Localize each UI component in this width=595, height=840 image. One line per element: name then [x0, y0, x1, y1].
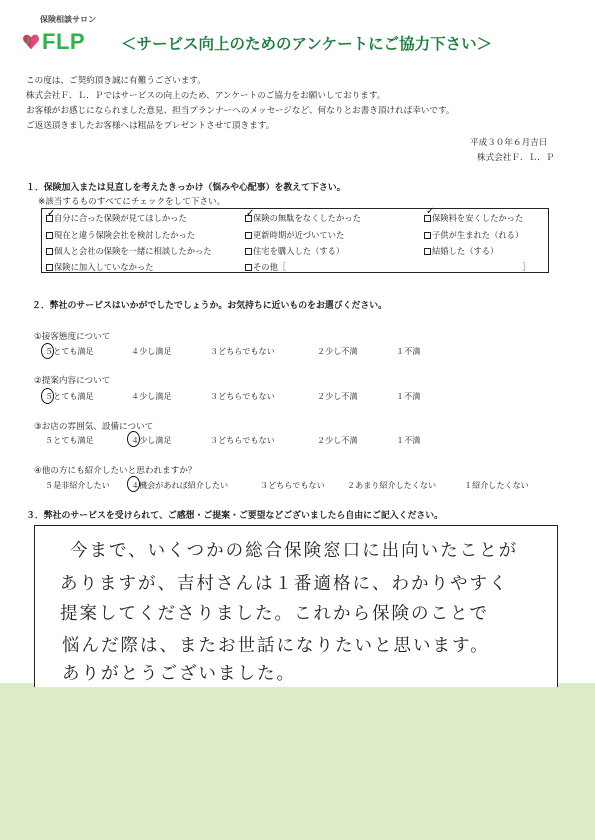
question-3-title: ３．弊社のサービスを受けられて、ご感想・ご提案・ご要望などございましたら自由にご記入ください。 [26, 511, 443, 521]
section-label: ①接客態度について [34, 332, 111, 342]
rating-option[interactable]: ５とても満足 [45, 435, 94, 445]
section-label: ③お店の雰囲気、設備について [34, 422, 154, 432]
checkbox-option-other[interactable]: その他［ [245, 261, 286, 273]
rating-option[interactable]: ３どちらでもない [210, 435, 275, 445]
checkbox[interactable] [424, 248, 431, 255]
checkbox-option[interactable]: 住宅を購入した（する） [245, 245, 344, 257]
question-1-title: １．保険加入または見直しを考えたきっかけ（悩みや心配事）を教えて下さい。 [26, 183, 346, 193]
handwritten-comment-line: ありがとうございました。 [62, 664, 296, 684]
selected-circle [127, 476, 140, 492]
company-name: 株式会社Ｆ．Ｌ．Ｐ [477, 153, 555, 163]
checkbox-option[interactable]: 更新時期が近づいていた [245, 229, 344, 241]
rating-option[interactable]: １紹介したくない [464, 480, 529, 490]
handwritten-comment-line: ありますが、吉村さんは１番適格に、わかりやすく [60, 574, 509, 594]
checkbox[interactable] [424, 232, 431, 239]
heart-logo-icon [22, 33, 40, 51]
intro-line: この度は、ご契約頂き誠に有難うございます。 [26, 76, 206, 86]
checkbox-option[interactable]: 現在と違う保険会社を検討したかった [46, 229, 195, 241]
rating-option[interactable]: ４少し満足 [131, 391, 172, 401]
rating-option[interactable]: ２少し不満 [317, 435, 358, 445]
checkbox[interactable] [46, 264, 53, 271]
section-label: ④他の方にも紹介したいと思われますか？ [34, 466, 197, 476]
handwritten-comment-line: 提案してくださりました。これから保険のことで [60, 604, 489, 624]
logo-text: FLP [42, 29, 86, 54]
rating-option[interactable]: ３どちらでもない [210, 391, 275, 401]
handwritten-comment-line: 悩んだ際は、またお世話になりたいと思います。 [62, 636, 490, 656]
selected-circle [41, 343, 54, 359]
checkbox-option[interactable]: 自分に合った保険が見てほしかった [46, 212, 187, 224]
rating-option[interactable]: ４機会があれば紹介したい [131, 480, 229, 490]
rating-option[interactable]: ２あまり紹介したくない [347, 480, 437, 490]
rating-option[interactable]: １不満 [396, 346, 421, 356]
page-title: ＜サービス向上のためのアンケートにご協力下さい＞ [121, 35, 493, 53]
section-label: ②提案内容について [34, 376, 111, 386]
intro-line: お客様がお感じになられました意見、担当プランナーへのメッセージなど、何なりとお書き頂ければ幸いです。 [26, 106, 455, 116]
checkbox[interactable] [245, 248, 252, 255]
rating-option[interactable]: ４少し満足 [131, 346, 172, 356]
rating-option[interactable]: １不満 [396, 391, 421, 401]
checkbox[interactable] [245, 264, 252, 271]
check-mark-icon: ✓ [246, 208, 255, 219]
logo-subtitle: 保険相談サロン [40, 15, 96, 24]
checkbox-option[interactable]: 子供が生まれた（れる） [424, 229, 523, 241]
checkbox-option[interactable]: 結婚した（する） [424, 245, 498, 257]
check-mark-icon: ✓ [426, 206, 435, 217]
rating-option[interactable]: ５とても満足 [45, 346, 94, 356]
checkbox[interactable] [245, 232, 252, 239]
check-mark-icon: ✓ [47, 208, 56, 219]
rating-option[interactable]: ２少し不満 [317, 391, 358, 401]
rating-option[interactable]: ５とても満足 [45, 391, 94, 401]
checkbox-option[interactable]: 保険の無駄をなくしたかった [245, 212, 361, 224]
rating-option[interactable]: １不満 [396, 435, 421, 445]
checkbox[interactable] [46, 232, 53, 239]
intro-line: 株式会社Ｆ．Ｌ．Ｐではサービスの向上のため、アンケートのご協力をお願いしております。 [26, 91, 386, 101]
checkbox[interactable] [46, 248, 53, 255]
checkbox-option[interactable]: 保険に加入していなかった [46, 261, 154, 273]
rating-option[interactable]: ４少し満足 [131, 435, 172, 445]
checkbox-option[interactable]: 個人と会社の保険を一緒に相談したかった [46, 245, 212, 257]
rating-option[interactable]: ３どちらでもない [260, 480, 325, 490]
selected-circle [41, 388, 54, 404]
handwritten-comment-line: 今まで、いくつかの総合保険窓口に出向いたことが [70, 541, 519, 561]
rating-option[interactable]: ５是非紹介したい [45, 480, 110, 490]
rating-option[interactable]: ２少し不満 [317, 346, 358, 356]
checkbox-option[interactable]: 保険料を安くしたかった [424, 212, 523, 224]
bracket-close: ］ [522, 262, 531, 272]
issue-date: 平成３０年６月吉日 [470, 138, 548, 148]
question-2-title: ２．弊社のサービスはいかがでしたでしょうか。お気持ちに近いものをお選びください。 [32, 301, 387, 311]
rating-option[interactable]: ３どちらでもない [210, 346, 275, 356]
selected-circle [127, 431, 140, 447]
question-1-note: ※該当するものすべてにチェックをして下さい。 [38, 197, 226, 207]
intro-line: ご返送頂きましたお客様へは粗品をプレゼントさせて頂きます。 [26, 121, 275, 131]
